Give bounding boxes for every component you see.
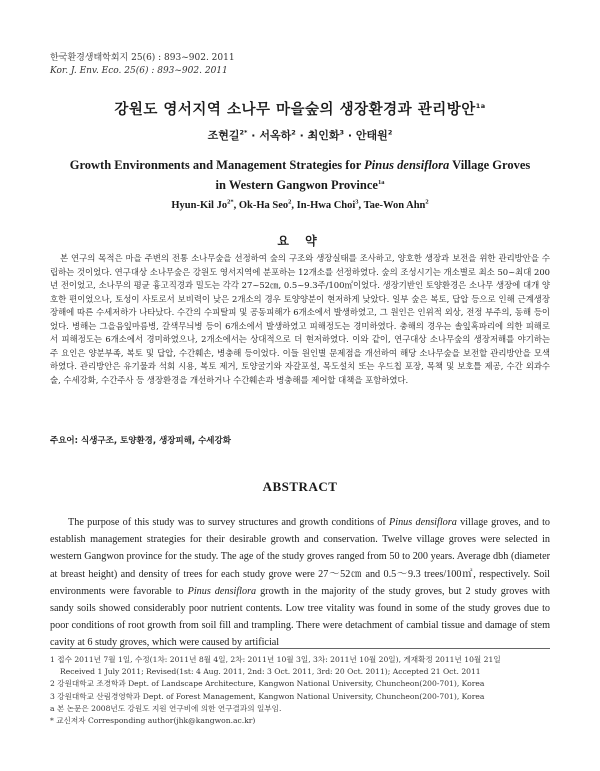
title-en-sup: 1a [377, 178, 385, 186]
author-ko-sup: 3 [339, 128, 345, 137]
author-en: Hyun-Kil Jo [171, 200, 228, 211]
footnote-a: a 본 논문은 2008년도 강원도 지원 연구비에 의한 연구결과의 일부임. [50, 703, 282, 713]
abstract-text-3: growth in the majority of the study groves, but 2 study groves with sandy soils showed considerably poor nutrient contents. Low tree vitality was found in some of the study groves due to poor conditions of root growth from soil fill and trampling. There were detachment of cambial tissue and damage of stem cavity at 6 study groves, which were caused by artificial [50, 585, 550, 649]
title-en-line2: in Western Gangwon Province [215, 178, 378, 192]
author-separator: , [358, 200, 364, 211]
author-en-sup: 2 [425, 198, 429, 206]
title-en-line1: Growth Environments and Management Strategies for [69, 158, 365, 172]
abstract-text-2: village groves, and to establish management strategies for their desirable growth and conservation. Twelve village groves were selected in western Gangwon province for the study. The age of the study groves ranged from 50 to 200 years. Average dbh (diameter at breast height) and density of trees for each study grove were 27～52㎝ and 0.5～9.3 trees/100㎡, respectively. Soil environments were favorable to [50, 517, 550, 597]
abstract-text-1: The purpose of this study was to survey structures and growth conditions of [68, 517, 390, 528]
title-korean [0, 98, 600, 119]
author-ko: 조현길 [207, 129, 240, 142]
english-abstract [50, 514, 550, 652]
abstract-paragraph [50, 514, 550, 652]
journal-info [50, 52, 235, 78]
korean-abstract [50, 252, 550, 387]
keywords-label: 주요어 [50, 436, 75, 446]
author-ko-sup: 2 [387, 128, 393, 137]
abstract-species-2: Pinus densiflora [187, 585, 257, 597]
author-ko-sup: 2 [291, 128, 296, 137]
title-en-species: Pinus densiflora [364, 158, 450, 172]
abstract-heading: ABSTRACT [262, 479, 338, 494]
author-separator: , [233, 200, 239, 211]
author-separator: , [291, 200, 297, 211]
journal-info-en: Kor. J. Env. Eco. 25(6) : 893~902. 2011 [50, 66, 228, 76]
author-en: Ok-Ha Seo [238, 200, 289, 211]
title-en-line1-end: Village Groves [449, 158, 531, 172]
footnote-1-en: Received 1 July 2011; Revised(1st: 4 Aug. 2011, 2nd: 3 Oct. 2011, 3rd: 20 Oct. 2011); Accepted 21 Oct. 2011 [60, 667, 481, 677]
footnote-2: 2 강원대학교 조경학과 Dept. of Landscape Architecture, Kangwon National University, Chuncheon(200-701), Korea [50, 679, 485, 689]
author-en-sup: 3 [355, 198, 359, 206]
footnote-corresponding: * 교신저자 Corresponding author(jhk@kangwon.ac.kr) [50, 716, 256, 726]
author-en: In-Hwa Choi [296, 200, 356, 211]
author-en: Tae-Won Ahn [363, 200, 426, 211]
authors-korean [0, 127, 600, 143]
author-separator: · [347, 129, 353, 142]
title-korean-text: 강원도 영서지역 소나무 마을숲의 생장환경과 관리방안 [114, 102, 476, 118]
footnote-divider [50, 648, 550, 649]
keywords: 주요어: 식생구조, 토양환경, 생장피해, 수세강화 [50, 436, 231, 446]
korean-abstract-text: 본 연구의 목적은 마을 주변의 전통 소나무숲을 선정하여 숲의 구조와 생장실태를 조사하고, 양호한 생장과 보전을 위한 관리방안을 수립하는 것이었다. 연구대상 소나무숲은 강원도 영서지역에 분포하는 12개소를 선정하였다. 숲의 조성시기는 개소별로 최소 50~최대 200년 전이었고, 소나무의 평균 흉고직경과 밀도는 각각 27~52㎝, 0.5~9.3주/100㎡이었다. 생장기반인 토양환경은 소나무 생장에 대개 양호한 편이었으나, 토성이 사토로서 보비력이 낮은 2개소의 경우 토양양분이 현저하게 낮았다. 일부 숲은 복토, 답압 등으로 인해 근계생장 장해에 따른 수세저하가 나타났다. 수간의 수피탈피 및 공동피해가 6개소에서 발생하였고, 그 원인은 인위적 외상, 전정 부주의, 동해 등이었다. 병해는 그을음잎마름병, 갈색무늬병 등이 6개소에서 발생하였고 피해정도는 경미하였다. 충해의 경우는 솔잎혹파리에 의한 피해로서 피해정도는 6개소에서 경미하였으나, 2개소에서는 상대적으로 더 현저하였다. 이와 같이, 연구대상 소나무숲의 생장저해를 야기하는 주 요인은 양분부족, 복토 및 답압, 수간훼손, 병충해 등이었다. 이들 원인별 문제점을 개선하여 해당 소나무숲을 보전할 관리방안을 모색하였다. 관리방안은 유기물과 석회 시용, 복토 제거, 토양굴기와 자갈포설, 목도설치 또는 우드칩 포장, 목책 및 보호틀 제공, 수간 외과수술, 수세강화, 수간주사 등 생장환경을 개선하거나 수간훼손과 병충해를 제어할 대책을 포함하였다. [50, 253, 550, 385]
title-korean-sup: 1a [475, 102, 486, 111]
korean-abstract-heading: 요 약 [277, 234, 323, 248]
footnote-3: 3 강원대학교 산림경영학과 Dept. of Forest Management, Kangwon National University, Chuncheon(200-701), Korea [50, 691, 485, 701]
author-ko-sup: 2* [239, 128, 248, 137]
abstract-species-1: Pinus densiflora [389, 517, 457, 528]
author-ko: 서옥하 [259, 129, 292, 142]
author-separator: · [251, 129, 256, 142]
author-ko: 안태원 [355, 129, 388, 142]
author-en-sup: 2 [288, 198, 292, 206]
footnotes [50, 654, 550, 727]
title-english [0, 155, 600, 195]
authors-english [0, 200, 600, 211]
author-separator: · [299, 129, 304, 142]
author-ko: 최인화 [307, 129, 340, 142]
journal-info-ko: 한국환경생태학회지 25(6) : 893~902. 2011 [50, 53, 235, 63]
footnote-1: 1 접수 2011년 7월 1일, 수정(1차: 2011년 8월 4일, 2차: 2011년 10월 3일, 3차: 2011년 10월 20일), 게재확정 2011년 10월 21일 [50, 655, 501, 664]
keywords-list: 식생구조, 토양환경, 생장피해, 수세강화 [81, 436, 231, 446]
author-en-sup: 2* [227, 198, 234, 206]
